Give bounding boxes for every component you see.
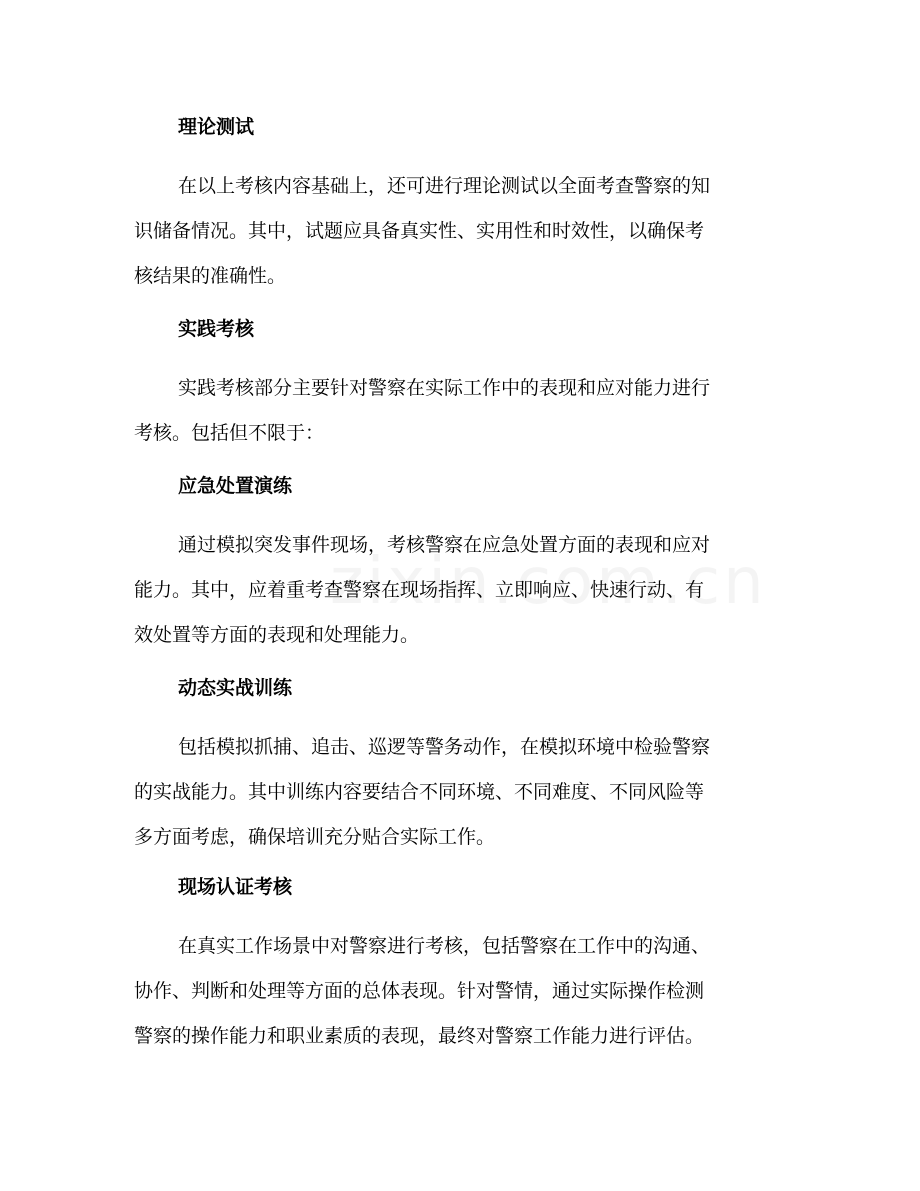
section-heading-theory-test: 理论测试 bbox=[178, 116, 255, 138]
section-paragraph-dynamic-combat-training bbox=[134, 725, 774, 860]
paragraph-line: 实践考核部分主要针对警察在实际工作中的表现和应对能力进行 bbox=[178, 377, 711, 399]
paragraph-line: 能力。其中，应着重考查警察在现场指挥、立即响应、快速行动、有 bbox=[134, 579, 705, 601]
paragraph-line: 通过模拟突发事件现场，考核警察在应急处置方面的表现和应对 bbox=[178, 534, 711, 556]
section-heading-field-certification: 现场认证考核 bbox=[178, 876, 293, 898]
paragraph-line: 识储备情况。其中，试题应具备真实性、实用性和时效性，以确保考 bbox=[134, 220, 705, 242]
section-paragraph-emergency-drill bbox=[134, 523, 774, 658]
paragraph-line: 效处置等方面的表现和处理能力。 bbox=[134, 624, 420, 646]
paragraph-line: 警察的操作能力和职业素质的表现，最终对警察工作能力进行评估。 bbox=[134, 1025, 705, 1047]
section-paragraph-practice-assessment bbox=[134, 366, 774, 456]
paragraph-line: 在以上考核内容基础上，还可进行理论测试以全面考查警察的知 bbox=[178, 175, 711, 197]
paragraph-line: 在真实工作场景中对警察进行考核，包括警察在工作中的沟通、 bbox=[178, 935, 711, 957]
paragraph-line: 包括模拟抓捕、追击、巡逻等警务动作，在模拟环境中检验警察 bbox=[178, 736, 711, 758]
paragraph-line: 协作、判断和处理等方面的总体表现。针对警情，通过实际操作检测 bbox=[134, 980, 705, 1002]
paragraph-line: 考核。包括但不限于： bbox=[134, 422, 325, 444]
paragraph-line: 核结果的准确性。 bbox=[134, 265, 287, 287]
paragraph-line: 的实战能力。其中训练内容要结合不同环境、不同难度、不同风险等 bbox=[134, 781, 705, 803]
paragraph-line: 多方面考虑，确保培训充分贴合实际工作。 bbox=[134, 826, 496, 848]
section-heading-emergency-drill: 应急处置演练 bbox=[178, 475, 293, 497]
section-paragraph-theory-test bbox=[134, 164, 774, 299]
section-paragraph-field-certification bbox=[134, 924, 774, 1059]
section-heading-dynamic-combat-training: 动态实战训练 bbox=[178, 677, 293, 699]
section-heading-practice-assessment: 实践考核 bbox=[178, 318, 255, 340]
